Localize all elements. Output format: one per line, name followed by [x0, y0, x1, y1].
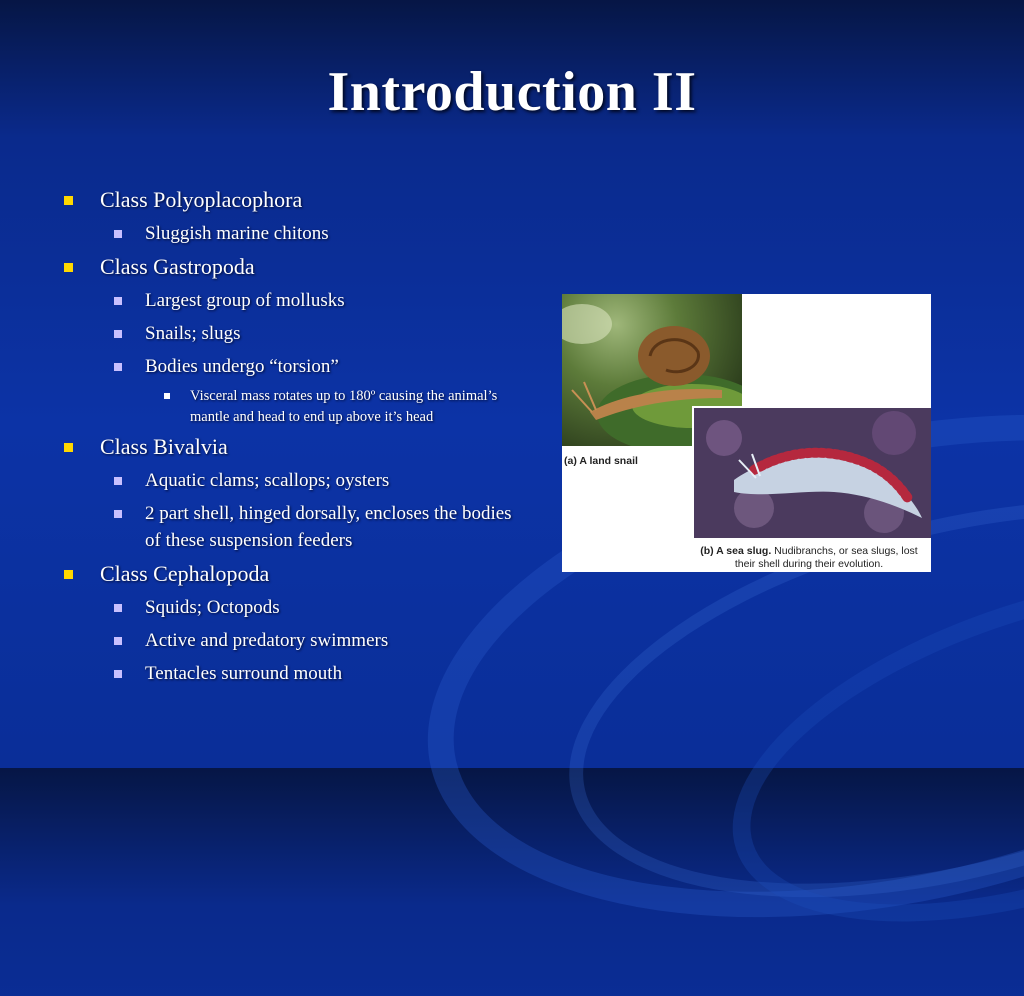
bullet-text: Bodies undergo “torsion” [145, 356, 339, 377]
square-bullet-icon [114, 510, 122, 518]
sub-bullet-item [62, 287, 532, 314]
caption-land-snail: (a) A land snail [564, 455, 638, 467]
square-bullet-icon [114, 297, 122, 305]
bullet-text: Largest group of mollusks [145, 290, 345, 311]
sub-bullet-item [62, 627, 532, 654]
caption-sea-slug-label: (b) A sea slug. [700, 545, 772, 557]
bullet-text: Aquatic clams; scallops; oysters [145, 470, 390, 491]
sub-bullet-item [62, 467, 532, 494]
sub-bullet-item [62, 353, 532, 380]
square-bullet-icon [114, 637, 122, 645]
square-bullet-icon [114, 230, 122, 238]
bullet-text: Class Gastropoda [100, 254, 255, 279]
bullet-text: Class Bivalvia [100, 434, 228, 459]
bullet-text: Sluggish marine chitons [145, 223, 329, 244]
caption-sea-slug-text: Nudibranchs, or sea slugs, lost their shell during their evolution. [734, 545, 918, 570]
square-bullet-icon [114, 363, 122, 371]
sub-bullet-item [62, 220, 532, 247]
sub-bullet-item [62, 594, 532, 621]
background-swoosh [690, 506, 1024, 990]
sub-sub-bullet-item [62, 386, 532, 427]
square-bullet-icon [114, 670, 122, 678]
slide-title: Introduction II [327, 61, 697, 123]
bullet-text: Snails; slugs [145, 323, 241, 344]
square-bullet-icon [114, 477, 122, 485]
square-bullet-icon [64, 263, 73, 272]
square-bullet-icon [164, 393, 170, 399]
sea-slug-illustration [694, 408, 931, 538]
bullet-list [62, 186, 532, 693]
sub-bullet-item [62, 320, 532, 347]
bullet-item [62, 433, 532, 461]
sub-bullet-item [62, 660, 532, 687]
bullet-text: Active and predatory swimmers [145, 630, 389, 651]
bullet-text: Class Polyoplacophora [100, 187, 303, 212]
bullet-item [62, 186, 532, 214]
bullet-item [62, 560, 532, 588]
bullet-text: Class Cephalopoda [100, 561, 270, 586]
bullet-text: Squids; Octopods [145, 597, 280, 618]
sub-bullet-item [62, 500, 532, 554]
bullet-text: Visceral mass rotates up to 180º causing the animal’s mantle and head to end up above it’s head [190, 388, 498, 425]
square-bullet-icon [114, 604, 122, 612]
bullet-text: 2 part shell, hinged dorsally, encloses the bodies of these suspension feeders [145, 503, 512, 551]
bullet-text: Tentacles surround mouth [145, 663, 343, 684]
bullet-item [62, 253, 532, 281]
square-bullet-icon [114, 330, 122, 338]
sea-slug-photo [692, 406, 931, 538]
caption-sea-slug [690, 545, 928, 571]
mollusk-figure [562, 294, 931, 572]
square-bullet-icon [64, 570, 73, 579]
square-bullet-icon [64, 196, 73, 205]
square-bullet-icon [64, 443, 73, 452]
